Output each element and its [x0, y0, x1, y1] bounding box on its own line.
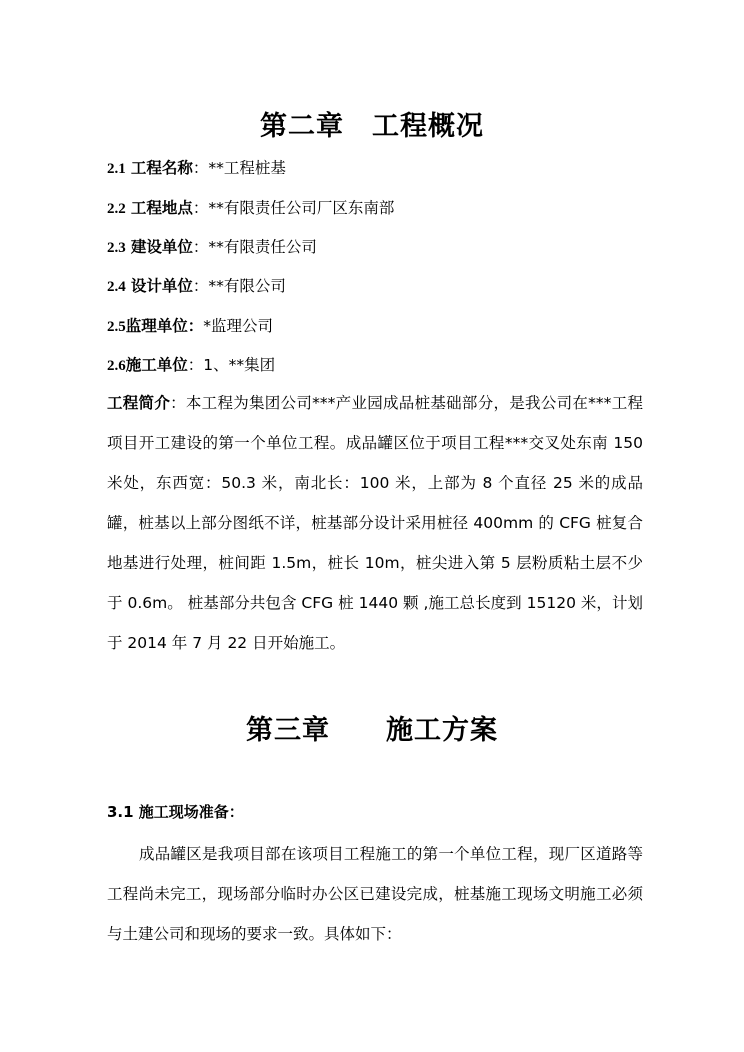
field-value: **有限责任公司: [208, 238, 317, 256]
field-label: 建设单位: [130, 238, 193, 256]
section-3-1-heading: 3.1 施工现场准备：: [107, 803, 244, 821]
field-number: 2.6: [107, 358, 126, 374]
chapter-2-title: 第二章 工程概况: [260, 111, 484, 142]
field-number: 2.2: [107, 201, 126, 217]
chapter-3-title: 第三章 施工方案: [246, 715, 498, 746]
intro-label: 工程简介: [107, 394, 171, 412]
field-value: **有限责任公司厂区东南部: [208, 199, 395, 217]
field-separator: ：: [192, 277, 209, 295]
field-separator: ：: [187, 317, 204, 335]
section-3-1-paragraph: 成品罐区是我项目部在该项目工程施工的第一个单位工程，现厂区道路等工程尚未完工，现场部分临时办公区已建设完成，桩基施工现场文明施工必须与土建公司和现场的要求一致。具体如下：: [107, 845, 643, 943]
field-label: 工程名称: [130, 159, 193, 177]
field-value: **工程桩基: [208, 159, 286, 177]
field-label: 设计单位: [130, 277, 193, 295]
field-label: 工程地点: [130, 199, 193, 217]
field-project-name: [107, 157, 286, 180]
field-separator: ：: [192, 159, 209, 177]
field-construction-contractor: [107, 354, 275, 377]
field-number: 2.3: [107, 240, 126, 256]
field-number: 2.4: [107, 279, 126, 295]
field-value: *监理公司: [203, 317, 274, 335]
project-intro-paragraph: [107, 383, 643, 663]
intro-text: ：本工程为集团公司***产业园成品桩基础部分，是我公司在***工程项目开工建设的第一个单位工程。成品罐区位于项目工程***交叉处东南 150 米处，东西宽：50.3 米，南北长：100 米，上部为 8 个直径 25 米的成品罐，桩基以上部分图纸不详，桩基部分设计采用桩径 400mm 的 CFG 桩复合地基进行处理，桩间距 1.5m，桩长 10m，桩尖进入第 5 层粉质粘土层不少于 0.6m。 桩基部分共包含 CFG 桩 1440 颗 ,施工总长度到 15120 米，计划于 2014 年 7 月 22 日开始施工。: [107, 394, 643, 652]
field-separator: ：: [192, 238, 209, 256]
field-value: **有限公司: [208, 277, 286, 295]
field-label: 施工单位: [125, 356, 188, 374]
field-separator: ：: [192, 199, 209, 217]
field-supervision-unit: [107, 315, 273, 338]
field-label: 监理单位: [125, 317, 188, 335]
field-construction-unit: [107, 236, 317, 259]
field-project-location: [107, 197, 394, 220]
field-design-unit: [107, 275, 286, 298]
field-number: 2.1: [107, 161, 126, 177]
field-value: 1、**集团: [203, 356, 276, 374]
field-number: 2.5: [107, 319, 126, 335]
field-separator: ：: [187, 356, 204, 374]
